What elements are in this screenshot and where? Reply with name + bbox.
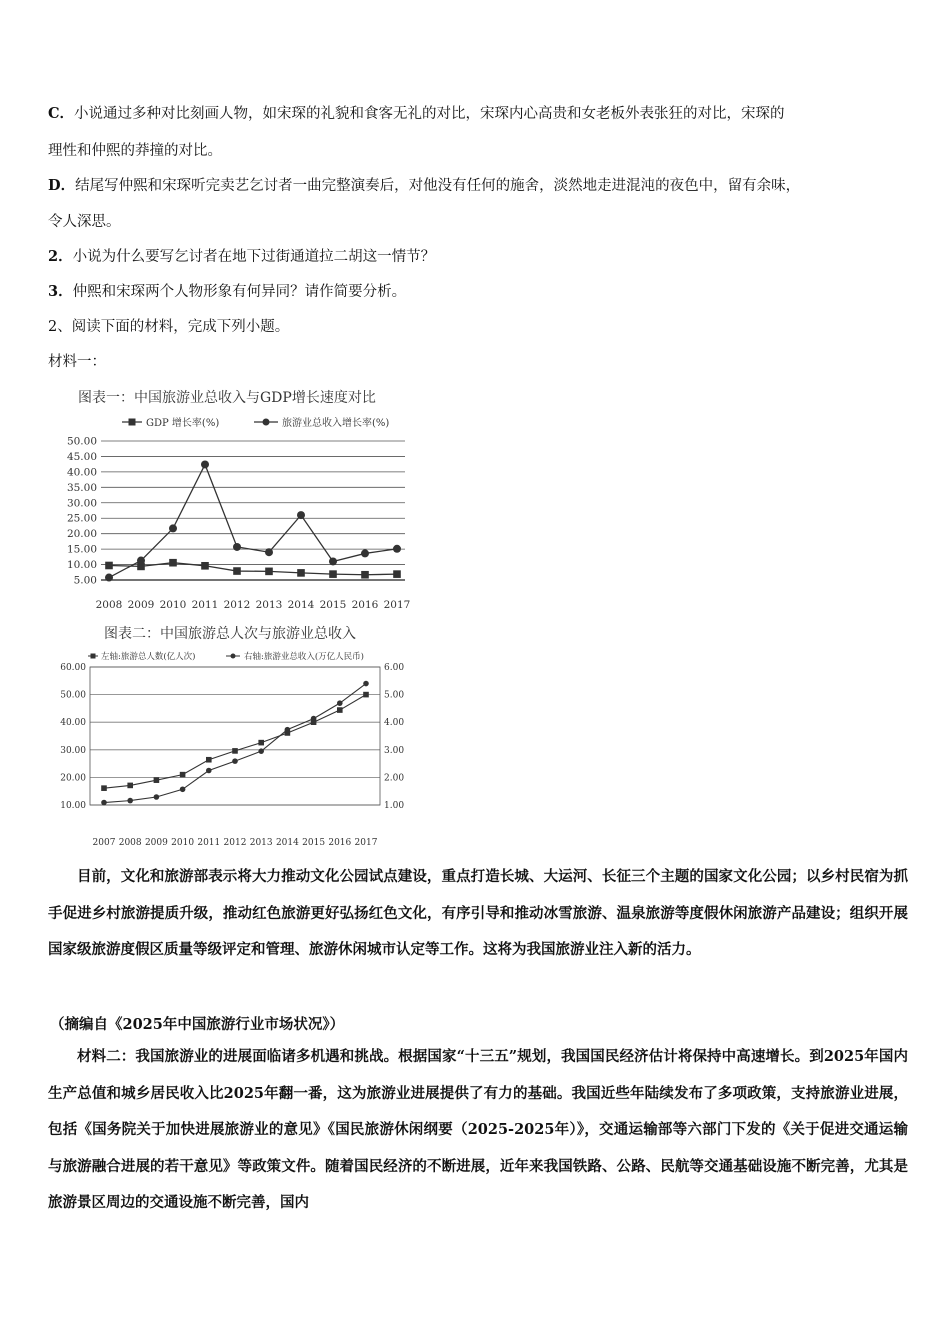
data-point-circle [137, 557, 145, 565]
x-tick-label: 2012 [223, 599, 251, 611]
y-tick-label: 50.00 [66, 435, 97, 448]
data-point-circle [180, 786, 186, 792]
data-point-circle [363, 681, 369, 687]
y-tick-label: 45.00 [66, 450, 97, 463]
x-tick-label: 2008 [95, 599, 123, 611]
source-citation: （摘编自《2025年中国旅游行业市场状况》） [50, 1016, 345, 1033]
data-point-circle [361, 549, 369, 557]
question-3 [48, 282, 406, 302]
series-line-2 [104, 684, 366, 803]
data-point-circle [105, 574, 113, 582]
y-tick-label: 35.00 [66, 481, 97, 494]
y-tick-label: 20.00 [66, 528, 97, 541]
x-tick-label: 2007 [92, 838, 116, 848]
data-point-square [232, 748, 238, 754]
y-tick-label: 15.00 [66, 543, 97, 556]
x-tick-label: 2015 [302, 838, 326, 848]
data-point-circle [311, 716, 317, 722]
paragraph-1 [48, 859, 908, 969]
x-tick-label: 2009 [127, 599, 155, 611]
x-tick-label: 2015 [319, 599, 347, 611]
right-y-tick-label: 4.00 [384, 718, 405, 729]
left-y-tick-label: 50.00 [60, 690, 86, 701]
data-point-circle [265, 548, 273, 556]
option-c-line1 [48, 104, 785, 124]
question-3-text: 仲熙和宋琛两个人物形象有何异同？请作简要分析。 [72, 284, 407, 300]
legend-square-marker [129, 419, 136, 426]
data-point-circle [329, 557, 337, 565]
x-tick-label: 2016 [351, 599, 379, 611]
data-point-circle [201, 460, 209, 468]
chart-1-title: 图表一：中国旅游业总收入与GDP增长速度对比 [78, 390, 376, 406]
series-line-2 [109, 464, 397, 577]
material-1-label: 材料一： [48, 354, 106, 370]
x-tick-label: 2017 [354, 838, 378, 848]
chart-2-legend [88, 651, 364, 662]
question-3-number: 3． [48, 283, 73, 300]
question-2-number: 2． [48, 248, 73, 265]
data-point-square [233, 567, 241, 575]
option-c-line2: 理性和仲熙的莽撞的对比。 [48, 143, 222, 159]
chart-2 [48, 622, 408, 852]
y-tick-label: 40.00 [66, 466, 97, 479]
option-d-text: 结尾写仲熙和宋琛听完卖艺乞讨者一曲完整演奏后，对他没有任何的施舍，淡然地走进混沌的夜色中，留有余味， [75, 178, 801, 194]
chart-2-legend-visitors: 左轴:旅游总人数(亿人次) [101, 652, 196, 662]
data-point-square [393, 570, 401, 578]
legend-circle-marker [231, 654, 236, 659]
section-2-heading: 2、阅读下面的材料，完成下列小题。 [48, 319, 290, 335]
paragraph-1-text: 目前，文化和旅游部表示将大力推动文化公园试点建设，重点打造长城、大运河、长征三个主题的国家文化公园；以乡村民宿为抓手促进乡村旅游提质升级，推动红色旅游更好弘扬红色文化，有序引导和推动冰雪旅游、温泉旅游等度假休闲旅游产品建设；组织开展国家级旅游度假区质量等级评定和管理、旅游休闲城市认定等工作。这将为我国旅游业注入新的活力。 [48, 868, 908, 958]
chart-1-legend [122, 416, 389, 429]
data-point-circle [297, 511, 305, 519]
y-tick-label: 10.00 [66, 559, 97, 572]
data-point-square [258, 740, 264, 746]
right-y-tick-label: 1.00 [384, 801, 405, 811]
x-tick-label: 2010 [171, 838, 195, 848]
right-y-tick-label: 2.00 [384, 773, 405, 784]
x-tick-label: 2016 [328, 838, 352, 848]
data-point-square [180, 772, 186, 778]
data-point-circle [232, 758, 238, 764]
option-d-line2: 令人深思。 [48, 214, 121, 230]
option-d-label: D． [48, 177, 76, 194]
question-2-text: 小说为什么要写乞讨者在地下过街通道拉二胡这一情节？ [72, 249, 436, 265]
x-tick-label: 2012 [223, 838, 247, 848]
data-point-circle [285, 727, 291, 733]
chart-2-legend-revenue: 右轴:旅游业总收入(万亿人民币) [244, 652, 364, 662]
data-point-square [201, 562, 209, 570]
x-tick-label: 2013 [255, 599, 283, 611]
chart-1-legend-gdp: GDP 增长率(%) [146, 418, 220, 429]
y-tick-label: 5.00 [73, 574, 97, 587]
legend-square-marker [91, 654, 96, 659]
option-d-line1 [48, 176, 800, 196]
data-point-circle [154, 794, 160, 800]
data-point-circle [233, 543, 241, 551]
option-c-label: C． [48, 105, 75, 122]
chart-1-legend-tourism: 旅游业总收入增长率(%) [282, 418, 390, 429]
left-y-tick-label: 60.00 [60, 663, 86, 673]
left-y-tick-label: 10.00 [60, 801, 86, 811]
data-point-circle [393, 545, 401, 553]
data-point-square [337, 707, 343, 713]
x-tick-label: 2013 [249, 838, 273, 848]
data-point-square [265, 568, 273, 576]
data-point-square [206, 757, 212, 763]
x-tick-label: 2009 [144, 838, 168, 848]
data-point-circle [258, 748, 264, 754]
x-tick-label: 2014 [287, 599, 315, 611]
data-point-square [154, 777, 160, 783]
data-point-square [169, 559, 177, 567]
data-point-square [363, 692, 369, 698]
data-point-circle [206, 768, 212, 774]
legend-circle-marker [263, 419, 270, 426]
x-tick-label: 2017 [383, 599, 411, 611]
right-y-tick-label: 3.00 [384, 745, 405, 756]
left-y-tick-label: 20.00 [60, 773, 86, 784]
data-point-square [101, 785, 107, 791]
chart-2-title: 图表二：中国旅游总人次与旅游业总收入 [104, 626, 356, 642]
data-point-circle [337, 700, 343, 706]
chart-1 [48, 382, 468, 622]
right-y-tick-label: 6.00 [384, 663, 405, 673]
option-c-text: 小说通过多种对比刻画人物，如宋琛的礼貌和食客无礼的对比，宋琛内心高贵和女老板外表张狂的对比，宋琛的 [74, 106, 785, 122]
data-point-circle [127, 798, 133, 804]
series-line-1 [104, 695, 366, 789]
data-point-square [297, 569, 305, 577]
data-point-square [127, 783, 133, 789]
paragraph-2-text: 材料二：我国旅游业的进展面临诸多机遇和挑战。根据国家“十三五”规划，我国国民经济估计将保持中高速增长。到2025年国内生产总值和城乡居民收入比2025年翻一番，这为旅游业进展提供了有力的基础。我国近些年陆续发布了多项政策，支持旅游业进展，包括《国务院关于加快进展旅游业的意见》《国民旅游休闲纲要（2025-2025年）》，交通运输部等六部门下发的《关于促进交通运输与旅游融合进展的若干意见》等政策文件。随着国民经济的不断进展，近年来我国铁路、公路、民航等交通基础设施不断完善，尤其是旅游景区周边的交通设施不断完善，国内 [48, 1048, 908, 1211]
data-point-circle [169, 524, 177, 532]
data-point-square [361, 571, 369, 579]
x-tick-label: 2011 [191, 599, 219, 611]
left-y-tick-label: 30.00 [60, 745, 86, 756]
right-y-tick-label: 5.00 [384, 690, 405, 701]
x-tick-label: 2014 [275, 838, 299, 848]
x-tick-label: 2008 [118, 838, 142, 848]
x-tick-label: 2010 [159, 599, 187, 611]
left-y-tick-label: 40.00 [60, 718, 86, 729]
y-tick-label: 30.00 [66, 497, 97, 510]
data-point-circle [101, 800, 107, 806]
question-2 [48, 247, 435, 267]
x-tick-label: 2011 [197, 838, 221, 848]
y-tick-label: 25.00 [66, 512, 97, 525]
data-point-square [105, 562, 113, 570]
paragraph-2 [48, 1039, 908, 1222]
data-point-square [329, 570, 337, 578]
